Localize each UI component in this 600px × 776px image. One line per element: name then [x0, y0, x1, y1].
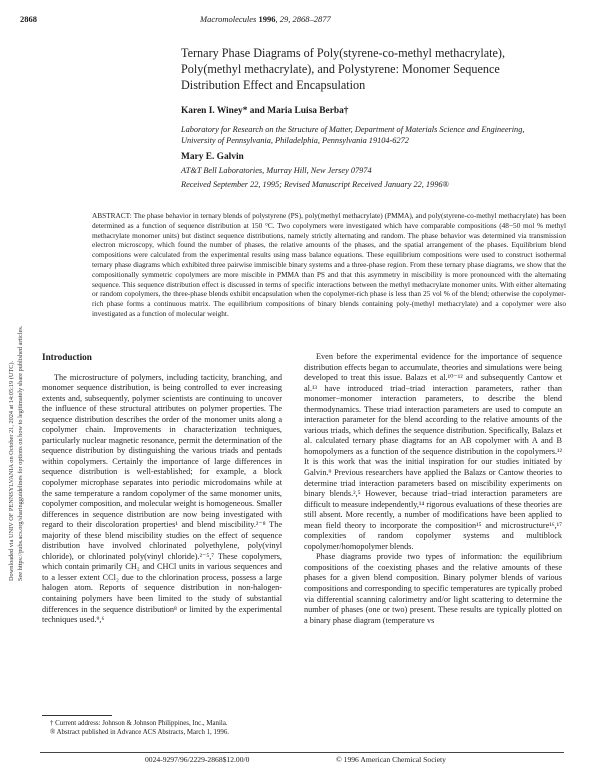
- footnotes: [42, 719, 282, 737]
- paragraph: The microstructure of polymers, including tacticity, branching, and monomer sequence distribution, is being controlled to ever increasing extents and, subsequently, polymer scientists are continuing to uncover the influence of these structural attributes on polymer properties. The sequence distribution describes the order of the monomer units along a copolymer chain. Improvements in characterization techniques, particularly nuclear magnetic resonance, permit the determination of the sequence distribution by distinguishing the various triads and pentads within copolymers. Certainly the importance of large differences in sequence distribution is well-established; for example, a block copolymer microphase separates into periodic microdomains while at the same temperature a random copolymer of the same monomer units, copolymer composition, and molecular weight is homogeneous. Smaller differences in sequence distribution are now being investigated with regard to their discoloration properties¹ and blend miscibility.²⁻⁸ The majority of these blend miscibility studies on the effect of sequence distribution have involved chlorinated polyethylene, poly(vinyl chloride), or chlorinated poly(vinyl chloride).²⁻⁵,⁷ These copolymers, which contain primarily CH₂ and CHCl units in various sequences and to a lesser extent CCl₂ due to the chlorination process, possess a large halogen atom. Reports of sequence distribution in non-halogen-containing polymers have been limited to the study of substantial differences in the sequence distribution⁸ or limited by the experimental techniques used.⁹,⁶: [42, 372, 282, 625]
- authors-primary: Karen I. Winey* and Maria Luisa Berba†: [181, 106, 349, 116]
- footnote-divider: [42, 715, 112, 716]
- affiliation-primary: Laboratory for Research on the Structure of Matter, Department of Materials Science and Engineering, University of Pennsylvania, Philadelphia, Pennsylvania 19104-6272: [181, 125, 525, 145]
- page-number: 2868: [20, 14, 37, 24]
- paragraph: Even before the experimental evidence for the importance of sequence distribution effects began to accumulate, theories and simulations were being developed to treat this issue. Balazs et al.¹⁰⁻¹² and subsequently Cantow et al.¹³ have introduced triad−triad interaction parameters, rather than monomer−monomer interaction parameters, to describe the blend thermodynamics. These triad interaction parameters are used to compute an interaction parameter for the blend according to the relative amounts of the various triads, which defines the sequence distribution. Specifically, Balazs et al. calculated ternary phase diagrams for an AB copolymer with A and B homopolymers as a function of the sequence distribution in the copolymers.¹² It is this work that was the initial inspiration for our studies initiated by Galvin.⁹ Previous researchers have applied the Balazs or Cantow theories to determine triad interaction parameters based on miscibility experiments on binary blends.²,⁵ However, because triad−triad interaction parameters are difficult to measure independently,¹⁴ rigorous evaluations of these theories are still absent. More recently, a number of modifications have been applied to mean field theory to incorporate the composition¹⁵ and microstructure¹⁶,¹⁷ complexities of random copolymer systems and multiblock copolymer/homopolymer blends.: [304, 352, 562, 551]
- journal-pages: 2868–2877: [292, 14, 331, 24]
- section-heading-introduction: Introduction: [42, 352, 92, 362]
- affiliation-secondary: AT&T Bell Laboratories, Murray Hill, New Jersey 07974: [181, 166, 372, 175]
- paragraph: Phase diagrams provide two types of information: the equilibrium compositions of the coexisting phases and the relative amounts of these phases for a given blend composition. Binary polymer blends of various compositions and corresponding to specific temperatures are typically probed via differential scanning calorimetry and/or light scattering to determine the number of phases (one or two) present. These results are typically plotted on a binary phase diagram (temperature vs: [304, 552, 562, 625]
- article-title: Ternary Phase Diagrams of Poly(styrene-co-methyl methacrylate), Poly(methyl methacrylate), and Polystyrene: Monomer Sequence Distribution Effect and Encapsulation: [181, 46, 506, 92]
- footnote-abstract-published: ® Abstract published in Advance ACS Abstracts, March 1, 1996.: [50, 729, 230, 736]
- sidebar-line-2: See https://pubs.acs.org/sharingguidelines for options on how to legitimately share published articles.: [17, 325, 24, 581]
- authors-secondary: Mary E. Galvin: [181, 152, 244, 162]
- journal-name: Macromolecules: [200, 14, 257, 24]
- footer-divider: [40, 752, 564, 753]
- running-header: Macromolecules 1996, 29, 2868–2877: [200, 14, 331, 24]
- abstract: ABSTRACT: The phase behavior in ternary blends of polystyrene (PS), poly(methyl methacrylate) (PMMA), and poly(styrene-co-methyl methacrylate) has been determined as a function of sequence distribution at 150 °C. Two copolymers were investigated which have comparable compositions (48−50 mol % methyl methacrylate monomer units) but distinct sequence distributions, namely strictly alternating and random. The phase behavior was determined via transmission electron microscopy, which found the number of phases, the relative amounts of the phases, and the spatial arrangement of the phases. Equilibrium blend compositions were calculated from the experimental results using mass balance equations. These equilibrium compositions were used to construct isothermal ternary phase diagrams which exhibited three pairwise immiscible binary systems and a three-phase region. From these ternary phase diagrams, we show that the compositionally symmetric copolymers are more miscible in PMMA than PS and that this asymmetry in miscibility is more pronounced with the alternating sequence. This sequence distribution effect is discussed in terms of specific interactions between the methyl methacrylate monomer units. With either alternating or random copolymers, the three-phase blends exhibit encapsulation when the copolymer-rich phase is less than 25 vol % of the blend; otherwise the copolymer-rich phase forms a continuous matrix. The equilibrium compositions of binary blends containing poly-(methyl methacrylate) and a copolymer were also investigated as a function of molecular weight.: [92, 211, 566, 318]
- download-sidebar: [2, 205, 32, 585]
- journal-year: 1996: [258, 14, 276, 24]
- sidebar-line-1: Downloaded via UNIV OF PENNSYLVANIA on October 21, 2024 at 14:05:19 (UTC).: [8, 360, 15, 581]
- journal-volume: 29: [279, 14, 289, 24]
- footnote-current-address: † Current address: Johnson & Johnson Philippines, Inc., Manila.: [50, 720, 228, 727]
- footer-doc-code: 0024-9297/96/2229-2868$12.00/0: [145, 755, 250, 764]
- footer-copyright: © 1996 American Chemical Society: [336, 755, 446, 764]
- column-right: [304, 352, 562, 626]
- received-dates: Received September 22, 1995; Revised Manuscript Received January 22, 1996®: [181, 180, 449, 189]
- column-left: [42, 352, 282, 626]
